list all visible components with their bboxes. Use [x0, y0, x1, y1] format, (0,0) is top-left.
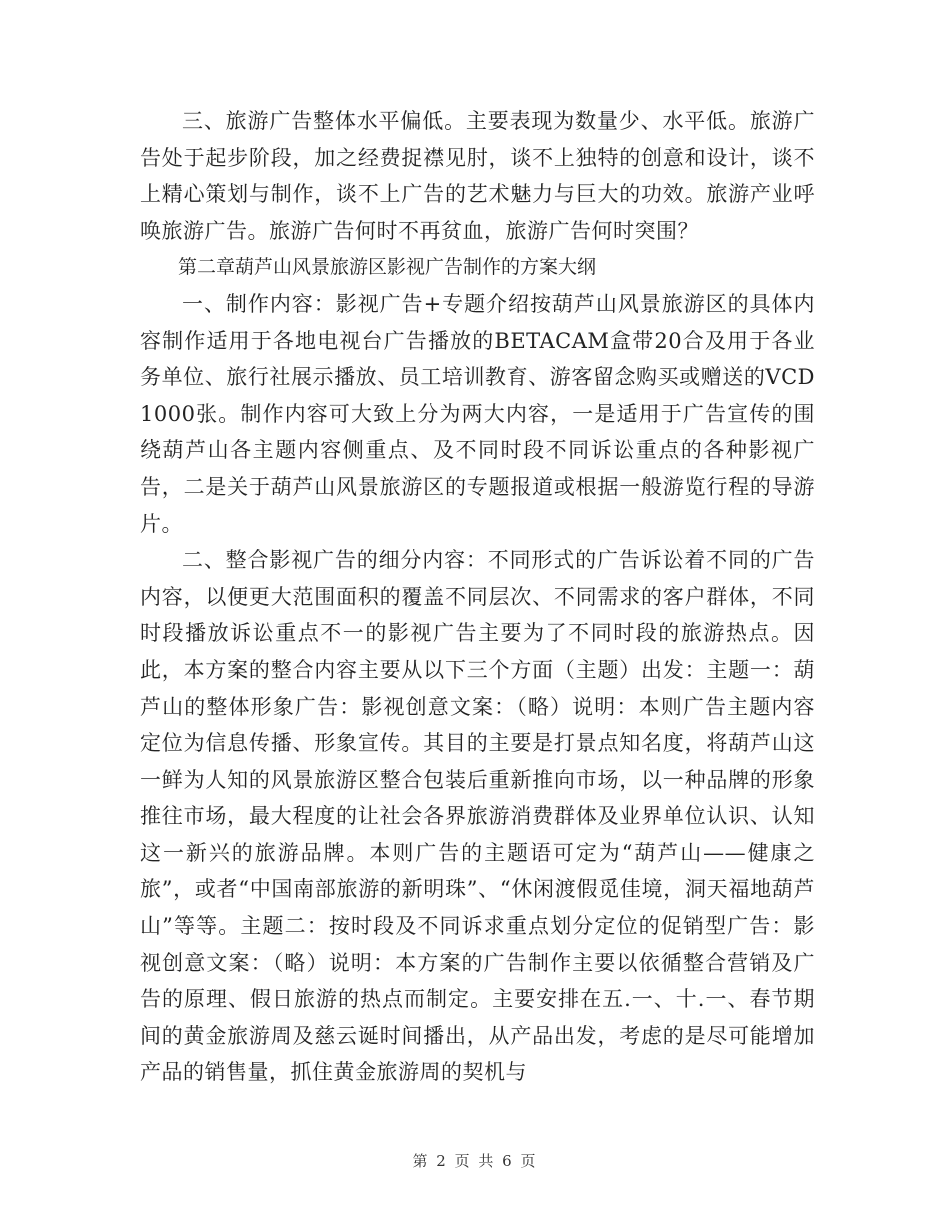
chapter-heading: 第二章葫芦山风景旅游区影视广告制作的方案大纲 — [178, 256, 597, 279]
page-number: 第 2 页 共 6 页 — [412, 1152, 538, 1170]
paragraph-production-content: 一、制作内容：影视广告+专题介绍按葫芦山风景旅游区的具体内容制作适用于各地电视台广告播放的BETACAM盒带20合及用于各业务单位、旅行社展示播放、员工培训教育、游客留念购买或赠送的VCD1000张。制作内容可大致上分为两大内容，一是适用于广告宣传的围绕葫芦山各主题内容侧重点、及不同时段不同诉讼重点的各种影视广告，二是关于葫芦山风景旅游区的专题报道或根据一般游览行程的导游片。 — [140, 291, 815, 536]
document-body — [140, 103, 815, 1091]
page-footer — [0, 1150, 950, 1171]
paragraph-advertising-level: 三、旅游广告整体水平偏低。主要表现为数量少、水平低。旅游广告处于起步阶段，加之经费捉襟见肘，谈不上独特的创意和设计，谈不上精心策划与制作，谈不上广告的艺术魅力与巨大的功效。旅游产业呼唤旅游广告。旅游广告何时不再贫血，旅游广告何时突围？ — [140, 109, 815, 243]
paragraph-integrated-ad-content: 二、整合影视广告的细分内容：不同形式的广告诉讼着不同的广告内容，以便更大范围面积的覆盖不同层次、不同需求的客户群体，不同时段播放诉讼重点不一的影视广告主要为了不同时段的旅游热点。因此，本方案的整合内容主要从以下三个方面（主题）出发：主题一：葫芦山的整体形象广告：影视创意文案：（略）说明：本则广告主题内容定位为信息传播、形象宣传。其目的主要是打景点知名度，将葫芦山这一鲜为人知的风景旅游区整合包装后重新推向市场，以一种品牌的形象推往市场，最大程度的让社会各界旅游消费群体及业界单位认识、认知这一新兴的旅游品牌。本则广告的主题语可定为“葫芦山——健康之旅”，或者“中国南部旅游的新明珠”、“休闲渡假觅佳境，洞天福地葫芦山”等等。主题二：按时段及不同诉求重点划分定位的促销型广告：影视创意文案：（略）说明：本方案的广告制作主要以依循整合营销及广告的原理、假日旅游的热点而制定。主要安排在五.一、十.一、春节期间的黄金旅游周及慈云诞时间播出，从产品出发，考虑的是尽可能增加产品的销售量，抓住黄金旅游周的契机与 — [140, 548, 815, 1085]
